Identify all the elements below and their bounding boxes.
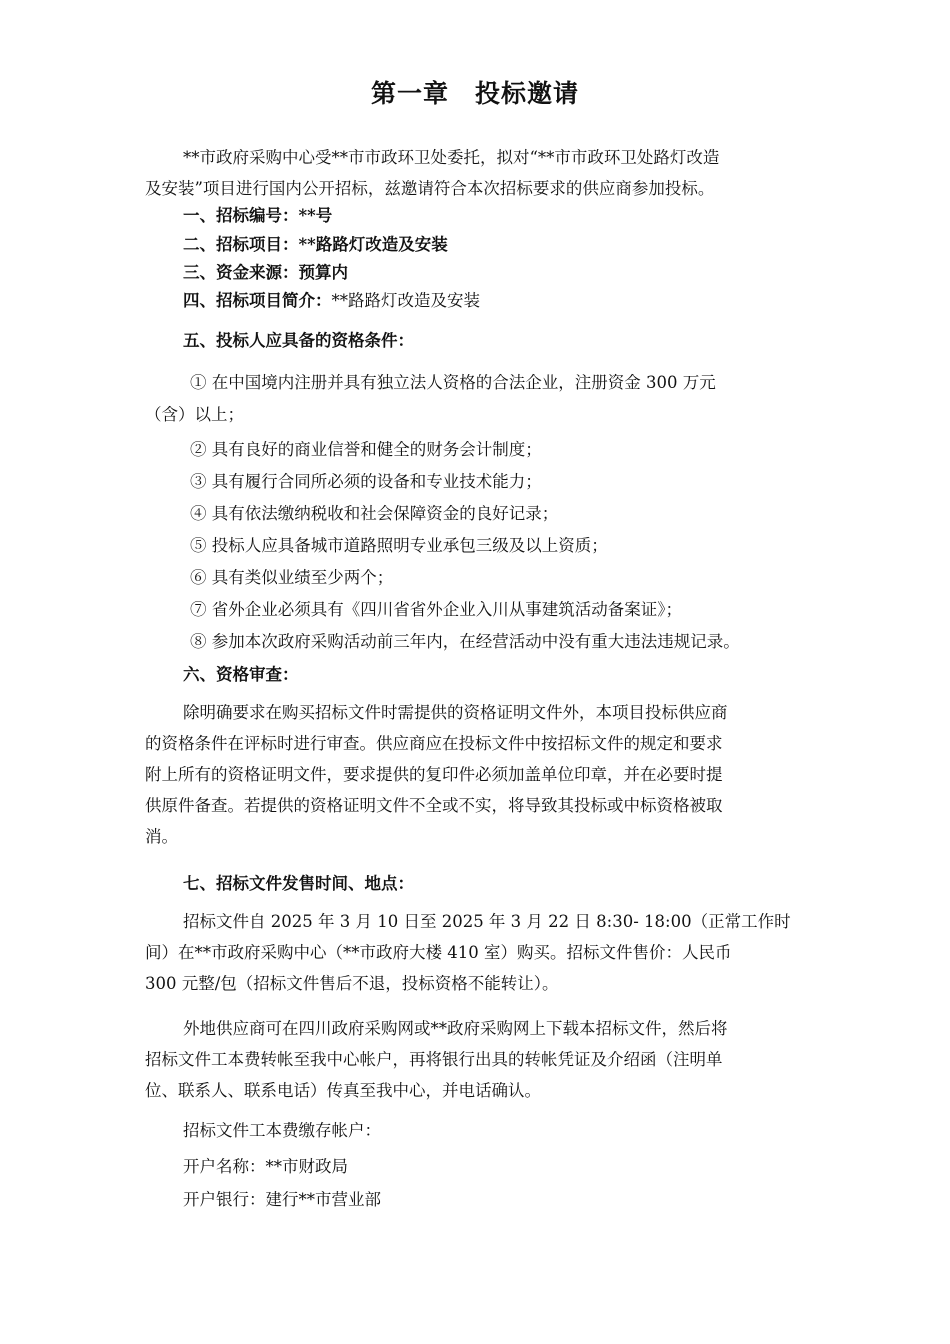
qualification-item: ⑦ 省外企业必须具有《四川省省外企业入川从事建筑活动备案证》； <box>190 600 682 619</box>
qualification-item: ⑤ 投标人应具备城市道路照明专业承包三级及以上资质； <box>190 536 608 555</box>
item-project-summary-label: 四、招标项目简介： <box>183 291 332 310</box>
review-paragraph: 除明确要求在购买招标文件时需提供的资格证明文件外，本项目投标供应商 的资格条件在评标时进行审查。供应商应在投标文件中按招标文件的规定和要求 附上所有的资格证明文件，要求提供的复印件必须加盖单位印章，并在必要时提 供原件备查。若提供的资格证明文件不全或不实，将导致其投标或中标资格被取 消。 <box>145 703 728 846</box>
account-bank: 开户银行：建行**市营业部 <box>183 1190 381 1209</box>
sale-heading: 七、招标文件发售时间、地点： <box>183 874 414 893</box>
qualification-item-continued: （含）以上； <box>145 405 244 424</box>
remote-purchase-paragraph: 外地供应商可在四川政府采购网或**政府采购网上下载本招标文件，然后将 招标文件工本费转帐至我中心帐户，再将银行出具的转帐凭证及介绍函（注明单 位、联系人、联系电话）传真至我中心，并电话确认。 <box>145 1019 728 1100</box>
item-bid-number: 一、招标编号：**号 <box>183 206 333 225</box>
qualification-item: ④ 具有依法缴纳税收和社会保障资金的良好记录； <box>190 504 559 523</box>
chapter-title: 第一章 投标邀请 <box>370 79 579 108</box>
item-bid-project: 二、招标项目：**路路灯改造及安装 <box>183 235 448 254</box>
item-project-summary-value: **路路灯改造及安装 <box>331 291 480 310</box>
qualification-item: ⑧ 参加本次政府采购活动前三年内，在经营活动中没有重大违法违规记录。 <box>190 632 740 651</box>
intro-paragraph: **市政府采购中心受**市市政环卫处委托，拟对“**市市政环卫处路灯改造 及安装”项目进行国内公开招标，兹邀请符合本次招标要求的供应商参加投标。 <box>145 148 720 198</box>
item-project-summary <box>183 293 480 310</box>
review-heading: 六、资格审查： <box>183 665 299 684</box>
qualification-item: ③ 具有履行合同所必须的设备和专业技术能力； <box>190 472 542 491</box>
item-fund-source: 三、资金来源：预算内 <box>183 263 348 282</box>
qualification-heading: 五、投标人应具备的资格条件： <box>183 331 414 350</box>
account-name: 开户名称：**市财政局 <box>183 1157 348 1176</box>
qualification-item: ① 在中国境内注册并具有独立法人资格的合法企业，注册资金 300 万元 <box>190 373 716 392</box>
qualification-item: ② 具有良好的商业信誉和健全的财务会计制度； <box>190 440 542 459</box>
qualification-item: ⑥ 具有类似业绩至少两个； <box>190 568 394 587</box>
sale-paragraph: 招标文件自 2025 年 3 月 10 日至 2025 年 3 月 22 日 8:30- 18:00（正常工作时 间）在**市政府采购中心（**市政府大楼 410 室）购买。招标文件售价：人民币 300 元整/包（招标文件售后不退，投标资格不能转让）。 <box>145 912 791 993</box>
account-heading: 招标文件工本费缴存帐户： <box>183 1121 381 1140</box>
